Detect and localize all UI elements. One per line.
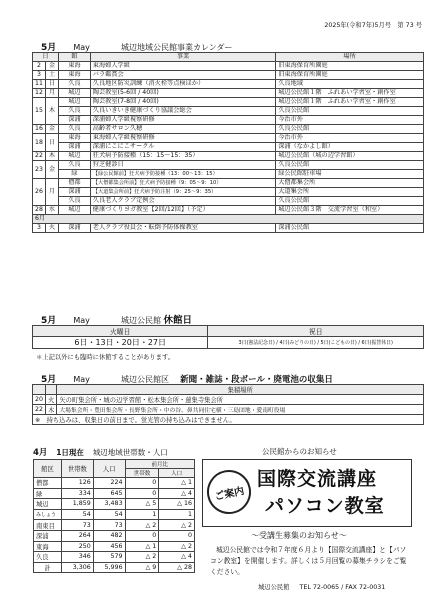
row-place: 久良公民館: [276, 161, 424, 170]
table-row: [34, 562, 195, 573]
row-hall: 僧都: [34, 478, 62, 489]
row-event: 久良地区防災訓練（消火栓等点検ほか）: [90, 80, 275, 89]
table-row: [33, 152, 424, 161]
row-place: 城辺公民館１階 ふれあい学習室・創作室: [276, 98, 424, 107]
section2-title-prefix: 城辺公民館: [121, 316, 161, 325]
row-hall: 深浦: [58, 116, 90, 125]
notice-subtitle: ～受講生募集のお知らせ～: [251, 531, 347, 540]
table-row: [33, 161, 424, 170]
section4-date: 1日現在: [56, 448, 84, 457]
row-weekday: 日: [45, 80, 58, 89]
row-day: 3: [33, 71, 46, 80]
row-hall: 城辺: [34, 499, 62, 510]
section3-month-en: May: [73, 375, 90, 384]
table-row: [33, 179, 424, 188]
row-place: 城辺公民館３階 交流学習室（和室）: [276, 206, 424, 215]
row-day: 12: [33, 89, 46, 98]
row-hall: 深浦: [58, 224, 90, 233]
table-row: [34, 530, 195, 541]
row-households: 264: [61, 530, 93, 541]
row-population: 645: [93, 488, 125, 499]
row-day: 11: [33, 80, 46, 89]
row-population: 73: [93, 520, 125, 531]
row-place: 久良地域: [276, 80, 424, 89]
row-population: 224: [93, 478, 125, 489]
table-row: [33, 134, 424, 143]
row-hall: 南東目: [34, 520, 62, 531]
row-population: 3,483: [93, 499, 125, 510]
row-households: 1,859: [61, 499, 93, 510]
row-households: 126: [61, 478, 93, 489]
row-place: 矢の町集会所・城の辺学習館・松本集会所・蓮集寺集会所: [57, 395, 424, 405]
row-hall: 久良: [58, 107, 90, 116]
row-day: 18: [33, 134, 46, 152]
row-hall: 久良: [58, 125, 90, 134]
pop-col-households: 世帯数: [61, 460, 93, 478]
col-place: 場所: [276, 53, 424, 62]
section4-month: 4月: [33, 448, 48, 458]
row-households: 346: [61, 552, 93, 563]
course-banner: [202, 459, 412, 527]
pop-col-population: 人口: [93, 460, 125, 478]
closed-days-table: [32, 325, 424, 349]
row-place: 大場集会所・豊田集会所・長野集会所・中の谷、鼻共同住宅横・三島団地・愛南町役場: [57, 405, 424, 415]
closed-col-weekday: 火曜日: [33, 326, 208, 337]
row-weekday: 金: [45, 161, 58, 179]
table-row: [33, 71, 424, 80]
row-hall: 城辺: [58, 89, 90, 98]
row-place: 久良公民館: [276, 197, 424, 206]
table-row: [33, 107, 424, 116]
row-delta-population: △ 16: [159, 499, 195, 510]
row-place: 深浦（なかよし館）: [276, 143, 424, 152]
row-delta-population: △ 1: [159, 478, 195, 489]
row-place: 今治市外: [276, 116, 424, 125]
col-event: 事業: [90, 53, 275, 62]
table-row: [33, 224, 424, 233]
row-hall: 深浦: [58, 188, 90, 197]
row-population: 482: [93, 530, 125, 541]
row-delta-households: △ 5: [125, 499, 159, 510]
row-hall: 東海: [58, 62, 90, 71]
row-event: 久良いきいき健康づくり協議会総会: [90, 107, 275, 116]
section2-title: 休館日: [163, 315, 193, 326]
row-delta-households: △ 2: [125, 552, 159, 563]
row-weekday: 木: [45, 152, 58, 161]
row-event: 久良老人クラブ定例会: [90, 197, 275, 206]
col-day: 日: [33, 53, 59, 62]
row-weekday: 木: [45, 98, 58, 125]
row-day: 26: [33, 179, 46, 206]
row-households: 73: [61, 520, 93, 531]
section3-title-prefix: 城辺公民館区: [121, 375, 169, 384]
row-weekday: 金: [45, 62, 58, 71]
row-place: 深浦公民館: [276, 224, 424, 233]
table-row: [33, 143, 424, 152]
table-row: [34, 552, 195, 563]
row-hall: 城辺: [58, 98, 90, 107]
table-row: [33, 116, 424, 125]
row-day: 2: [33, 62, 46, 71]
table-row: [33, 395, 424, 405]
table-row: [34, 499, 195, 510]
row-households: 334: [61, 488, 93, 499]
row-event: バラ鑑賞会: [90, 71, 275, 80]
row-population: 5,996: [93, 562, 125, 573]
row-weekday: 金: [45, 125, 58, 134]
row-hall: 僧都: [58, 179, 90, 188]
row-event: 陶芸教室(5-6回 / 40回): [90, 89, 275, 98]
guide-logo-icon: [203, 466, 255, 518]
notice-footer: [258, 582, 385, 591]
row-hall: 久良: [58, 197, 90, 206]
section3-month: 5月: [41, 375, 57, 385]
section4-title: 城辺地域世帯数・人口: [92, 448, 168, 457]
row-day: 15: [33, 98, 46, 125]
section1-month: 5月: [41, 43, 57, 53]
row-event: 陶芸教室(7-8回 / 40回): [90, 98, 275, 107]
row-event: 老人クラブ役員会・転倒予防体操教室: [90, 224, 275, 233]
notice-body: 城辺公民館では令和７年度６月より【国際交流講座】と【パソコン教室】を開催します。詳しくは５月回覧の募集チラシをご覧ください。: [210, 546, 407, 576]
row-event: 東海婦人学級視察研修: [90, 134, 275, 143]
row-place: 城辺公民館１階 ふれあい学習室・創作室: [276, 89, 424, 98]
row-event: 【大僧都集会所前】狂犬病予防接種（9：05～9：10）: [90, 179, 275, 188]
table-row: [34, 509, 195, 520]
row-delta-households: 0: [125, 530, 159, 541]
row-place: 大僧都集会所: [276, 179, 424, 188]
row-event: 深浦にこにこサークル: [90, 143, 275, 152]
pop-col-prev-households: 世帯数: [125, 469, 159, 478]
row-day: 22: [33, 152, 46, 161]
row-hall: 城辺: [58, 152, 90, 161]
table-row: [34, 488, 195, 499]
row-weekday: 火: [46, 395, 57, 405]
row-day: 3: [33, 224, 46, 233]
closed-weekdays: 6日・13日・20日・27日: [33, 337, 208, 349]
table-row: [33, 89, 424, 98]
row-day: 16: [33, 125, 46, 134]
row-delta-population: △ 4: [159, 488, 195, 499]
row-place: 旧東海保育所園庭: [276, 62, 424, 71]
row-day: 20: [33, 395, 46, 405]
row-delta-households: 0: [125, 478, 159, 489]
table-row: [34, 478, 195, 489]
section1-title: 城辺地域公民館事業カレンダー: [121, 43, 233, 52]
table-row: [33, 62, 424, 71]
footer-name: 城辺公民館: [258, 584, 290, 591]
row-delta-households: 1: [125, 509, 159, 520]
row-hall: 久良: [58, 161, 90, 170]
row-event: 健康づくりヨガ教室【2回/12回】（予定）: [90, 206, 275, 215]
row-households: 250: [61, 541, 93, 552]
table-row: [34, 541, 195, 552]
row-weekday: 土: [45, 71, 58, 80]
section1-month-en: May: [73, 43, 90, 52]
row-hall: 計: [34, 562, 62, 573]
row-event: 狩芝健診日: [90, 161, 275, 170]
row-place: 今治市外: [276, 134, 424, 143]
row-place: 旧東海保育所園庭: [276, 71, 424, 80]
row-event: 狂犬病予防接種（15：15～15：35）: [90, 152, 275, 161]
footer-tel: TEL 72-0065 / FAX 72-0031: [299, 584, 386, 591]
row-event: 東海婦人学級: [90, 62, 275, 71]
row-hall: 久良: [58, 80, 90, 89]
section2-heading: [41, 312, 192, 326]
row-hall: 東海: [58, 134, 90, 143]
table-row: [33, 98, 424, 107]
row-delta-population: △ 2: [159, 541, 195, 552]
row-place: 城辺公民館（城の辺学習館）: [276, 152, 424, 161]
row-weekday: 日: [45, 134, 58, 152]
row-event: 【大道集会所前】狂犬病予防注射（9：25～9：35）: [90, 188, 275, 197]
row-weekday: 月: [45, 89, 58, 98]
row-hall: 緑: [34, 488, 62, 499]
table-row: [33, 405, 424, 415]
row-weekday: 火: [45, 224, 58, 233]
row-hall: 城辺: [58, 206, 90, 215]
closed-holidays: 3日(憲法記念日) / 4日(みどりの日) / 5日(こどもの日) / 6日(振替休日): [208, 337, 424, 349]
row-hall: みしょう: [34, 509, 62, 520]
row-weekday: 木: [46, 405, 57, 415]
row-place: 大道集会所: [276, 188, 424, 197]
issue-info: 2025年(令和7年)5月号 第 73 号: [324, 22, 422, 29]
row-hall: 緑: [58, 170, 90, 179]
row-day: 28: [33, 206, 46, 215]
row-delta-households: 0: [125, 488, 159, 499]
course-title-line1: 国際交流講座: [257, 468, 378, 490]
row-event: 深浦婦人学級視察研修: [90, 116, 275, 125]
row-delta-households: △ 9: [125, 562, 159, 573]
row-delta-population: 0: [159, 530, 195, 541]
row-population: 456: [93, 541, 125, 552]
table-row: [33, 197, 424, 206]
collection-table: [32, 384, 424, 425]
row-event: 高齢者サロン久穂: [90, 125, 275, 134]
row-hall: 深浦: [58, 143, 90, 152]
pop-col-hall: 館区: [34, 460, 62, 478]
table-row: [33, 170, 424, 179]
population-table: [33, 459, 195, 573]
row-place: 緑公民館駐車場: [276, 170, 424, 179]
row-households: 3,306: [61, 562, 93, 573]
table-row: [33, 80, 424, 89]
month-divider-row: [33, 215, 424, 224]
guide-logo-text: ご案内: [213, 485, 246, 503]
calendar-header-row: [33, 53, 424, 62]
collection-col-place: 集積場所: [57, 385, 424, 395]
section2-month-en: May: [73, 316, 90, 325]
section4-heading: [33, 446, 168, 458]
row-delta-population: △ 2: [159, 520, 195, 531]
table-row: [33, 188, 424, 197]
row-place: 久良公民館: [276, 125, 424, 134]
course-title-line2: パソコン教室: [265, 495, 385, 517]
row-delta-population: 1: [159, 509, 195, 520]
row-hall: 久良: [34, 552, 62, 563]
collection-note: ※ 持ち込みは、収集日の前日まで。蛍光管の持ち込みはできません。: [33, 415, 424, 425]
row-event: 【緑公民館前】狂犬病予防接種（13：00～13：15）: [90, 170, 275, 179]
closed-note: ＊上記以外にも臨時に休館することがあります。: [36, 354, 175, 361]
pop-col-prev-population: 人口: [159, 469, 195, 478]
row-delta-population: △ 4: [159, 552, 195, 563]
row-hall: 東海: [34, 541, 62, 552]
table-row: [34, 520, 195, 531]
row-households: 54: [61, 509, 93, 520]
row-delta-population: △ 28: [159, 562, 195, 573]
event-calendar-table: [32, 52, 424, 233]
table-row: [33, 125, 424, 134]
section3-title: 新聞・雑誌・段ボール・廃電池の収集日: [180, 375, 333, 385]
row-hall: 深浦: [34, 530, 62, 541]
row-weekday: 月: [45, 179, 58, 206]
pop-col-prev: 前月比: [125, 460, 194, 469]
row-population: 579: [93, 552, 125, 563]
col-hall: 館: [58, 53, 90, 62]
row-hall: 東海: [58, 71, 90, 80]
next-month-label: 6月: [33, 215, 424, 224]
row-day: 22: [33, 405, 46, 415]
notice-heading: 公民館からのお知らせ: [262, 447, 337, 456]
row-population: 54: [93, 509, 125, 520]
row-day: 23: [33, 161, 46, 179]
row-place: 久良公民館: [276, 107, 424, 116]
closed-col-holiday: 祝日: [208, 326, 424, 337]
table-row: [33, 206, 424, 215]
row-delta-households: △ 2: [125, 520, 159, 531]
row-delta-households: △ 1: [125, 541, 159, 552]
section2-month: 5月: [41, 316, 57, 326]
row-weekday: 水: [45, 206, 58, 215]
